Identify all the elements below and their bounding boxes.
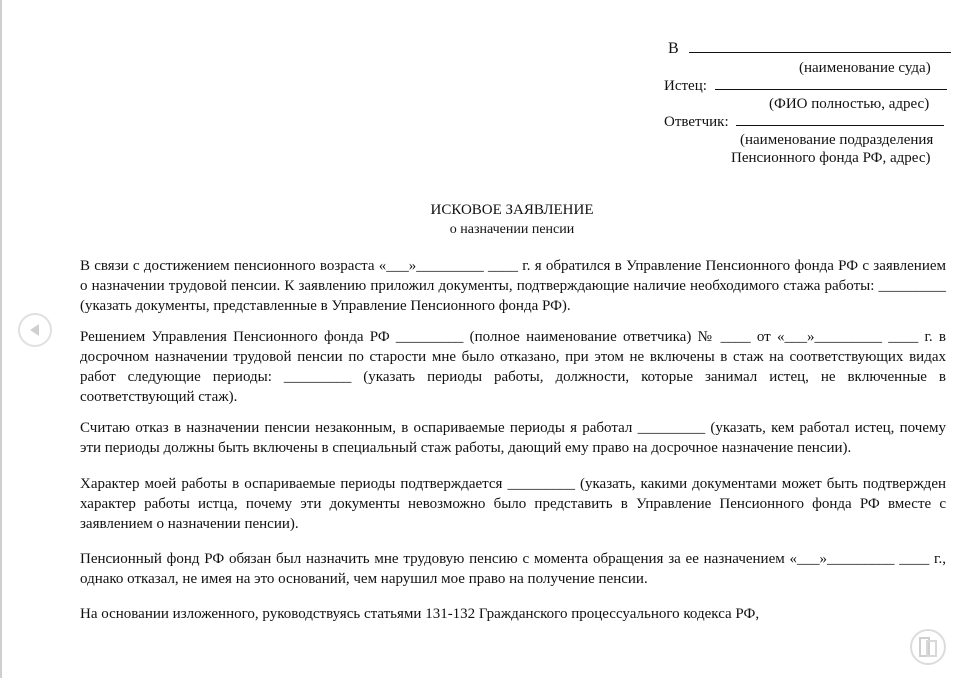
- plaintiff-hint: (ФИО полностью, адрес): [769, 96, 930, 112]
- paragraph-unlawful: Считаю отказ в назначении пенсии незаконным, в оспариваемые периоды я работал _________ (указать, кем работал истец, почему эти периоды должны быть включены в специальный стаж работы, дающий ему право на досрочное назначение пенсии).: [80, 420, 946, 456]
- court-line: [668, 40, 951, 58]
- paragraph-work-character: Характер моей работы в оспариваемые периоды подтверждается _________ (указать, какими документами может быть подтвержден характер работы истца, почему эти документы невозможно было представить в Управление Пенсионного фонда РФ вместе с заявлением о назначении пенсии).: [80, 476, 946, 532]
- court-blank: [689, 40, 951, 53]
- previous-page-button[interactable]: [18, 313, 52, 347]
- plaintiff-label: Истец:: [664, 78, 707, 94]
- plaintiff-blank: [715, 77, 947, 90]
- paragraph-application: В связи с достижением пенсионного возраста «___»_________ ____ г. я обратился в Управление Пенсионного фонда РФ с заявлением о назначении трудовой пенсии. К заявлению приложил документы, подтверждающие наличие необходимого стажа работы: _________ (указать документы, представленные в Управление Пенсионного фонда РФ).: [80, 258, 946, 314]
- document-subtitle: о назначении пенсии: [449, 222, 575, 237]
- paragraph-refusal: Решением Управления Пенсионного фонда РФ _________ (полное наименование ответчика) № ____ от «___»_________ ____ г. в досрочном назначении трудовой пенсии по старости мне было отказано, при этом не включены в стаж на соответствующих видах работ следующие периоды: _________ (указать периоды работы, должности, которые занимал истец, не включенные в соответствующий стаж).: [80, 329, 946, 405]
- chevron-left-icon: [20, 315, 50, 345]
- watermark-logo-icon: [908, 627, 948, 667]
- court-hint: (наименование суда): [799, 60, 931, 76]
- defendant-blank: [736, 113, 944, 126]
- paragraph-obligation: Пенсионный фонд РФ обязан был назначить мне трудовую пенсию с момента обращения за ее назначением «___»_________ ____ г., однако отказал, не имея на это оснований, чем нарушил мое право на получение пенсии.: [80, 551, 946, 587]
- paragraph-basis: На основании изложенного, руководствуясь статьями 131-132 Гражданского процессуального кодекса РФ,: [80, 606, 760, 622]
- plaintiff-line: [664, 77, 947, 95]
- document-title: ИСКОВОЕ ЗАЯВЛЕНИЕ: [430, 202, 594, 218]
- defendant-hint-1: (наименование подразделения: [740, 132, 934, 148]
- defendant-line: [664, 113, 944, 131]
- court-prefix: В: [668, 40, 679, 57]
- defendant-label: Ответчик:: [664, 114, 729, 130]
- defendant-hint-2: Пенсионного фонда РФ, адрес): [731, 150, 931, 166]
- page-left-edge: [0, 0, 2, 678]
